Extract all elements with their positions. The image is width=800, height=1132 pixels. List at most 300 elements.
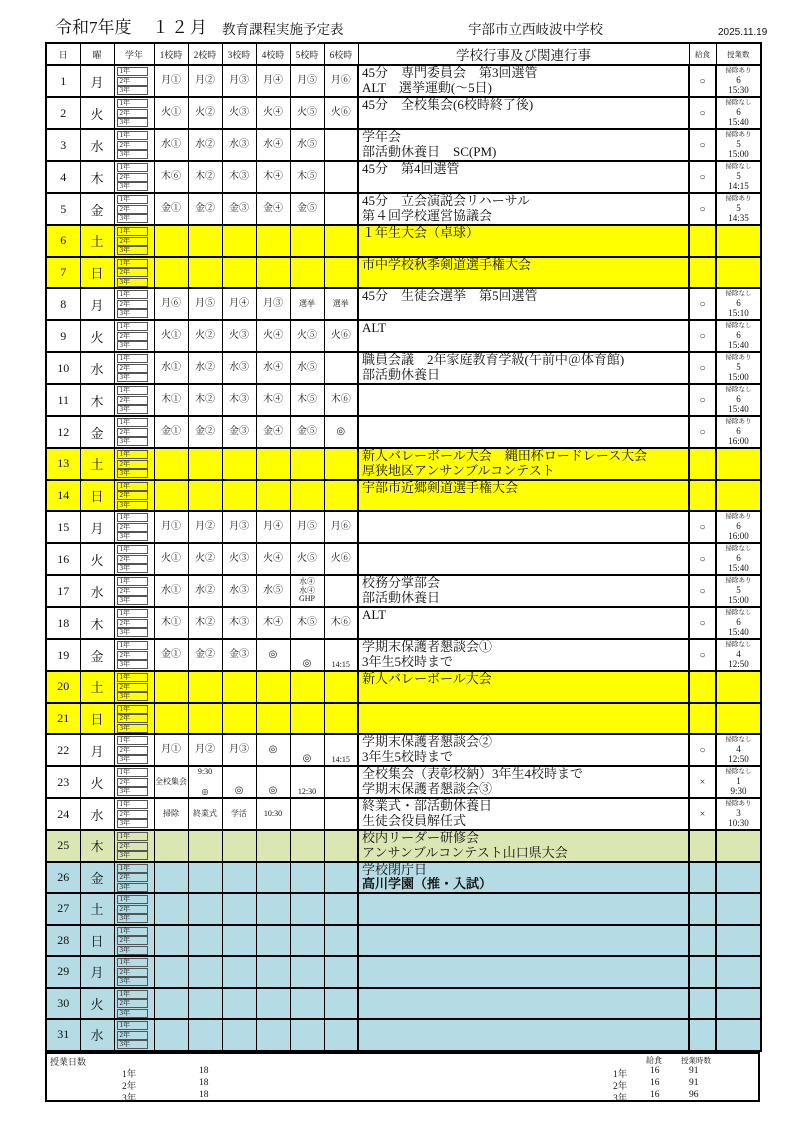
grade-2-label: 2年 xyxy=(117,141,148,150)
grade-3-label: 3年 xyxy=(117,182,148,191)
period-6-cell xyxy=(324,766,358,798)
period-1-cell xyxy=(154,288,188,320)
period-entry: 9:30 ◎ xyxy=(197,767,213,796)
grade-3-label: 3年 xyxy=(117,118,148,127)
period-entry: 木④ xyxy=(263,394,283,405)
weekday-label: 金 xyxy=(80,193,114,225)
period-4-cell xyxy=(256,798,290,830)
weekday-label: 日 xyxy=(80,480,114,512)
schedule-row xyxy=(46,543,761,575)
schedule-row xyxy=(46,1019,761,1051)
classes-time: 16:00 xyxy=(728,531,749,541)
day-number: 3 xyxy=(46,129,80,161)
col-header-weekday: 曜 xyxy=(80,43,114,65)
period-6-cell xyxy=(324,352,358,384)
classes-cell xyxy=(716,798,761,830)
period-3-cell xyxy=(222,225,256,257)
classes-cell xyxy=(716,288,761,320)
period-2-cell xyxy=(188,988,222,1020)
grade-2-label: 2年 xyxy=(117,332,148,341)
period-4-cell xyxy=(256,288,290,320)
period-4-cell xyxy=(256,193,290,225)
grade-3-label: 3年 xyxy=(117,150,148,159)
schedule-row xyxy=(46,862,761,894)
classes-num: 1 xyxy=(736,776,741,786)
period-entry: 木⑤ xyxy=(297,171,317,182)
period-3-cell xyxy=(222,862,256,894)
events-cell xyxy=(358,288,689,320)
day-number: 27 xyxy=(46,893,80,925)
period-5-cell xyxy=(290,988,324,1020)
grade-2-label: 2年 xyxy=(117,460,148,469)
period-entry: 月④ xyxy=(229,298,249,309)
day-number: 8 xyxy=(46,288,80,320)
classes-note: 掃除あり xyxy=(725,195,752,202)
grade-3-label: 3年 xyxy=(117,469,148,478)
day-number: 1 xyxy=(46,65,80,97)
grade-2-label: 2年 xyxy=(117,810,148,819)
col-header-period3: 3校時 xyxy=(222,43,256,65)
grade-1-label: 1年 xyxy=(117,864,148,873)
weekday-label: 金 xyxy=(80,416,114,448)
lunch-cell xyxy=(689,830,716,862)
grade-1-label: 1年 xyxy=(117,195,148,204)
period-5-cell xyxy=(290,352,324,384)
period-entry: 火① xyxy=(161,107,181,118)
col-header-events: 学校行事及び関連行事 xyxy=(358,43,689,65)
grade-1-label: 1年 xyxy=(117,1021,148,1030)
classes-note: 掃除あり xyxy=(725,131,752,138)
summary-footer xyxy=(45,1052,760,1102)
period-entry: 水③ xyxy=(229,139,249,150)
grade-2-label: 2年 xyxy=(117,842,148,851)
period-entry: 火② xyxy=(195,107,215,118)
period-3-cell xyxy=(222,257,256,289)
period-1-cell xyxy=(154,956,188,988)
period-1-cell xyxy=(154,988,188,1020)
grade-3-label: 3年 xyxy=(117,946,148,955)
period-2-cell xyxy=(188,893,222,925)
period-entry: 金⑤ xyxy=(297,203,317,214)
fiscal-year-label: 令和7年度 xyxy=(55,18,132,37)
period-entry: 12:30 xyxy=(297,786,317,796)
grade-3-label: 3年 xyxy=(117,883,148,892)
period-1-cell xyxy=(154,607,188,639)
period-3-cell xyxy=(222,65,256,97)
classes-num: 4 xyxy=(736,649,741,659)
period-entry: 月① xyxy=(161,75,181,86)
period-entry: 金④ xyxy=(263,203,283,214)
period-entry: 木⑥ xyxy=(330,394,351,405)
classes-note: 掃除あり xyxy=(725,577,752,584)
grade-2-label: 2年 xyxy=(117,999,148,1008)
schedule-header-row xyxy=(46,43,761,65)
period-entry: ◎ xyxy=(234,785,244,796)
grade-2-label: 2年 xyxy=(117,491,148,500)
grade-2-label: 2年 xyxy=(117,205,148,214)
grade-1-label: 1年 xyxy=(117,800,148,809)
period-entry: 選挙 xyxy=(332,298,349,308)
lunch-cell: ○ xyxy=(689,607,716,639)
lunch-cell: ○ xyxy=(689,639,716,671)
grade-cell xyxy=(114,925,154,957)
schedule-row xyxy=(46,511,761,543)
schedule-row xyxy=(46,97,761,129)
classes-note: 掃除あり xyxy=(725,354,752,361)
period-entry: 木⑥ xyxy=(161,171,181,182)
day-number: 18 xyxy=(46,607,80,639)
period-entry: 金⑤ xyxy=(297,426,317,437)
event-line: 45分 立会演説会リハーサル xyxy=(362,194,530,208)
weekday-label: 日 xyxy=(80,703,114,735)
period-2-cell xyxy=(188,671,222,703)
class-days-grade: 2年 xyxy=(122,1081,137,1092)
period-6-cell xyxy=(324,862,358,894)
grade-1-label: 1年 xyxy=(117,609,148,618)
classes-note: 掃除なし xyxy=(725,609,752,616)
schedule-row xyxy=(46,352,761,384)
period-entry: 水① xyxy=(161,362,181,373)
lunch-cell xyxy=(689,703,716,735)
events-cell xyxy=(358,511,689,543)
event-line: ALT xyxy=(362,321,387,335)
classes-num: 5 xyxy=(736,203,741,213)
document-title: 教育課程実施予定表 xyxy=(222,22,344,37)
period-5-cell xyxy=(290,257,324,289)
classes-cell xyxy=(716,956,761,988)
weekday-label: 土 xyxy=(80,225,114,257)
schedule-row xyxy=(46,639,761,671)
hours-count: 96 xyxy=(689,1089,699,1100)
period-5-cell xyxy=(290,193,324,225)
weekday-label: 月 xyxy=(80,288,114,320)
weekday-label: 火 xyxy=(80,988,114,1020)
period-2-cell xyxy=(188,161,222,193)
classes-cell xyxy=(716,671,761,703)
period-3-cell xyxy=(222,320,256,352)
period-1-cell xyxy=(154,543,188,575)
day-number: 28 xyxy=(46,925,80,957)
period-entry: 金③ xyxy=(229,203,249,214)
day-number: 30 xyxy=(46,988,80,1020)
grade-3-label: 3年 xyxy=(117,977,148,986)
period-entry: 水⑤ xyxy=(263,585,283,596)
day-number: 2 xyxy=(46,97,80,129)
lunch-cell: ○ xyxy=(689,511,716,543)
schedule-row xyxy=(46,703,761,735)
event-line: 校務分掌部会 xyxy=(362,576,441,590)
classes-num: 3 xyxy=(736,808,741,818)
period-entry: 金③ xyxy=(229,649,249,660)
summary-grade: 3年 xyxy=(613,1093,628,1104)
grade-3-label: 3年 xyxy=(117,724,148,733)
grade-2-label: 2年 xyxy=(117,77,148,86)
period-4-cell xyxy=(256,607,290,639)
event-line: 3年生5校時まで xyxy=(362,749,454,764)
weekday-label: 火 xyxy=(80,320,114,352)
period-1-cell xyxy=(154,384,188,416)
grade-cell xyxy=(114,956,154,988)
period-entry: 金① xyxy=(161,426,181,437)
lunch-cell: ○ xyxy=(689,97,716,129)
col-header-grade: 学年 xyxy=(114,43,154,65)
day-number: 24 xyxy=(46,798,80,830)
period-entry: 金② xyxy=(195,203,215,214)
events-cell xyxy=(358,257,689,289)
period-2-cell xyxy=(188,257,222,289)
grade-cell xyxy=(114,352,154,384)
period-entry: 火④ xyxy=(263,330,283,341)
period-5-cell xyxy=(290,734,324,766)
weekday-label: 土 xyxy=(80,671,114,703)
period-1-cell xyxy=(154,225,188,257)
period-4-cell xyxy=(256,956,290,988)
period-3-cell xyxy=(222,734,256,766)
weekday-label: 木 xyxy=(80,607,114,639)
events-cell xyxy=(358,798,689,830)
period-4-cell xyxy=(256,129,290,161)
day-number: 29 xyxy=(46,956,80,988)
classes-cell xyxy=(716,480,761,512)
schedule-row xyxy=(46,480,761,512)
period-6-cell xyxy=(324,893,358,925)
classes-note: 掃除なし xyxy=(725,290,752,297)
lunch-cell: ○ xyxy=(689,65,716,97)
events-cell xyxy=(358,607,689,639)
event-line: 学期末保護者懇談会① xyxy=(362,640,493,654)
grade-2-label: 2年 xyxy=(117,936,148,945)
events-cell xyxy=(358,893,689,925)
period-entry: 火① xyxy=(161,330,181,341)
classes-cell xyxy=(716,129,761,161)
lunch-cell xyxy=(689,257,716,289)
period-4-cell xyxy=(256,384,290,416)
day-number: 19 xyxy=(46,639,80,671)
classes-note: 掃除あり xyxy=(725,513,752,520)
period-entry: 終業式 xyxy=(193,808,217,818)
lunch-cell xyxy=(689,480,716,512)
period-2-cell xyxy=(188,352,222,384)
grade-2-label: 2年 xyxy=(117,396,148,405)
period-4-cell xyxy=(256,862,290,894)
period-entry: 火③ xyxy=(229,553,249,564)
period-entry: 火⑤ xyxy=(297,553,317,564)
period-1-cell xyxy=(154,734,188,766)
period-2-cell xyxy=(188,384,222,416)
period-entry: 火⑤ xyxy=(297,330,317,341)
period-entry: 14:15 xyxy=(331,754,350,764)
period-entry: 木⑤ xyxy=(297,617,317,628)
grade-2-label: 2年 xyxy=(117,683,148,692)
period-5-cell xyxy=(290,480,324,512)
grade-3-label: 3年 xyxy=(117,214,148,223)
grade-1-label: 1年 xyxy=(117,990,148,999)
period-2-cell xyxy=(188,225,222,257)
col-header-period5: 5校時 xyxy=(290,43,324,65)
schedule-row xyxy=(46,988,761,1020)
period-3-cell xyxy=(222,830,256,862)
classes-cell xyxy=(716,734,761,766)
lunch-count: 16 xyxy=(650,1065,660,1076)
weekday-label: 月 xyxy=(80,734,114,766)
schedule-row xyxy=(46,129,761,161)
classes-num: 5 xyxy=(736,362,741,372)
classes-time: 14:35 xyxy=(728,213,749,223)
period-entry: 月⑤ xyxy=(297,75,317,86)
grade-cell xyxy=(114,511,154,543)
grade-2-label: 2年 xyxy=(117,873,148,882)
school-name: 宇部市立西岐波中学校 xyxy=(468,22,603,37)
period-1-cell xyxy=(154,671,188,703)
grade-3-label: 3年 xyxy=(117,405,148,414)
period-entry: 木① xyxy=(161,617,181,628)
day-number: 31 xyxy=(46,1019,80,1051)
grade-3-label: 3年 xyxy=(117,1040,148,1049)
lunch-cell: ○ xyxy=(689,193,716,225)
period-entry: 火⑥ xyxy=(330,107,351,118)
grade-1-label: 1年 xyxy=(117,705,148,714)
period-4-cell xyxy=(256,988,290,1020)
grade-1-label: 1年 xyxy=(117,736,148,745)
period-entry: ◎ xyxy=(268,744,278,755)
event-line: 部活動休養日 xyxy=(362,590,441,605)
grade-cell xyxy=(114,830,154,862)
classes-note: 掃除あり xyxy=(725,418,752,425)
col-header-classes: 授業数 xyxy=(716,43,761,65)
weekday-label: 水 xyxy=(80,1019,114,1051)
classes-cell xyxy=(716,925,761,957)
grade-cell xyxy=(114,543,154,575)
classes-time: 15:00 xyxy=(728,595,749,605)
period-entry: 木④ xyxy=(263,617,283,628)
grade-cell xyxy=(114,893,154,925)
events-cell xyxy=(358,1019,689,1051)
period-4-cell xyxy=(256,1019,290,1051)
period-6-cell xyxy=(324,448,358,480)
period-2-cell xyxy=(188,830,222,862)
classes-num: 6 xyxy=(736,298,741,308)
period-3-cell xyxy=(222,161,256,193)
classes-num: 6 xyxy=(736,107,741,117)
period-6-cell xyxy=(324,988,358,1020)
period-entry: 木③ xyxy=(229,617,249,628)
weekday-label: 火 xyxy=(80,543,114,575)
grade-2-label: 2年 xyxy=(117,1031,148,1040)
grade-cell xyxy=(114,671,154,703)
period-entry: 火⑤ xyxy=(297,107,317,118)
grade-2-label: 2年 xyxy=(117,587,148,596)
period-1-cell xyxy=(154,575,188,607)
period-2-cell xyxy=(188,639,222,671)
period-3-cell xyxy=(222,193,256,225)
period-6-cell xyxy=(324,97,358,129)
period-6-cell xyxy=(324,129,358,161)
grade-2-label: 2年 xyxy=(117,523,148,532)
period-5-cell xyxy=(290,798,324,830)
classes-num: 6 xyxy=(736,394,741,404)
period-6-cell xyxy=(324,511,358,543)
events-cell xyxy=(358,448,689,480)
classes-cell xyxy=(716,893,761,925)
schedule-row xyxy=(46,65,761,97)
period-entry: 水② xyxy=(195,139,215,150)
period-entry: 月① xyxy=(161,744,181,755)
classes-time: 16:00 xyxy=(728,436,749,446)
period-3-cell xyxy=(222,448,256,480)
grade-3-label: 3年 xyxy=(117,1009,148,1018)
lunch-cell: ○ xyxy=(689,352,716,384)
classes-cell xyxy=(716,161,761,193)
events-cell xyxy=(358,734,689,766)
period-4-cell xyxy=(256,893,290,925)
lunch-cell: × xyxy=(689,798,716,830)
period-1-cell xyxy=(154,129,188,161)
period-entry: 木③ xyxy=(229,171,249,182)
classes-num: 5 xyxy=(736,139,741,149)
period-2-cell xyxy=(188,480,222,512)
event-line: 市中学校秋季剣道選手権大会 xyxy=(362,257,532,272)
grade-3-label: 3年 xyxy=(117,278,148,287)
event-line: 学校閉庁日 xyxy=(362,862,428,877)
period-entry: 火② xyxy=(195,330,215,341)
grade-1-label: 1年 xyxy=(117,67,148,76)
event-line: 第４回学校運営協議会 xyxy=(362,208,493,223)
classes-cell xyxy=(716,384,761,416)
day-number: 23 xyxy=(46,766,80,798)
period-2-cell xyxy=(188,543,222,575)
grade-3-label: 3年 xyxy=(117,819,148,828)
day-number: 11 xyxy=(46,384,80,416)
period-entry: 月⑥ xyxy=(330,521,351,532)
classes-time: 15:40 xyxy=(728,117,749,127)
day-number: 17 xyxy=(46,575,80,607)
schedule-row xyxy=(46,288,761,320)
grade-cell xyxy=(114,65,154,97)
period-1-cell xyxy=(154,511,188,543)
events-cell xyxy=(358,862,689,894)
period-entry: 火⑥ xyxy=(330,330,351,341)
period-entry: 金① xyxy=(161,649,181,660)
period-2-cell xyxy=(188,416,222,448)
period-6-cell xyxy=(324,161,358,193)
period-4-cell xyxy=(256,65,290,97)
lunch-cell: ○ xyxy=(689,161,716,193)
classes-time: 15:40 xyxy=(728,340,749,350)
event-line: 厚狭地区アンサンブルコンテスト xyxy=(362,463,555,478)
event-line: 学年会 xyxy=(362,130,402,144)
events-cell xyxy=(358,956,689,988)
period-6-cell xyxy=(324,257,358,289)
event-line: 部活動休養日 xyxy=(362,367,441,382)
period-entry: 掃除 xyxy=(163,808,179,818)
period-3-cell xyxy=(222,766,256,798)
period-entry: 水④ xyxy=(263,139,283,150)
grade-cell xyxy=(114,193,154,225)
period-5-cell xyxy=(290,671,324,703)
grade-3-label: 3年 xyxy=(117,341,148,350)
lunch-count: 16 xyxy=(650,1089,660,1100)
period-entry: 金① xyxy=(161,203,181,214)
classes-cell xyxy=(716,511,761,543)
event-line: 45分 生徒会選挙 第5回選管 xyxy=(362,289,538,303)
schedule-row xyxy=(46,320,761,352)
period-5-cell xyxy=(290,925,324,957)
period-5-cell xyxy=(290,288,324,320)
grade-1-label: 1年 xyxy=(117,227,148,236)
period-entry: ◎ xyxy=(268,785,278,796)
period-6-cell xyxy=(324,925,358,957)
period-2-cell xyxy=(188,766,222,798)
